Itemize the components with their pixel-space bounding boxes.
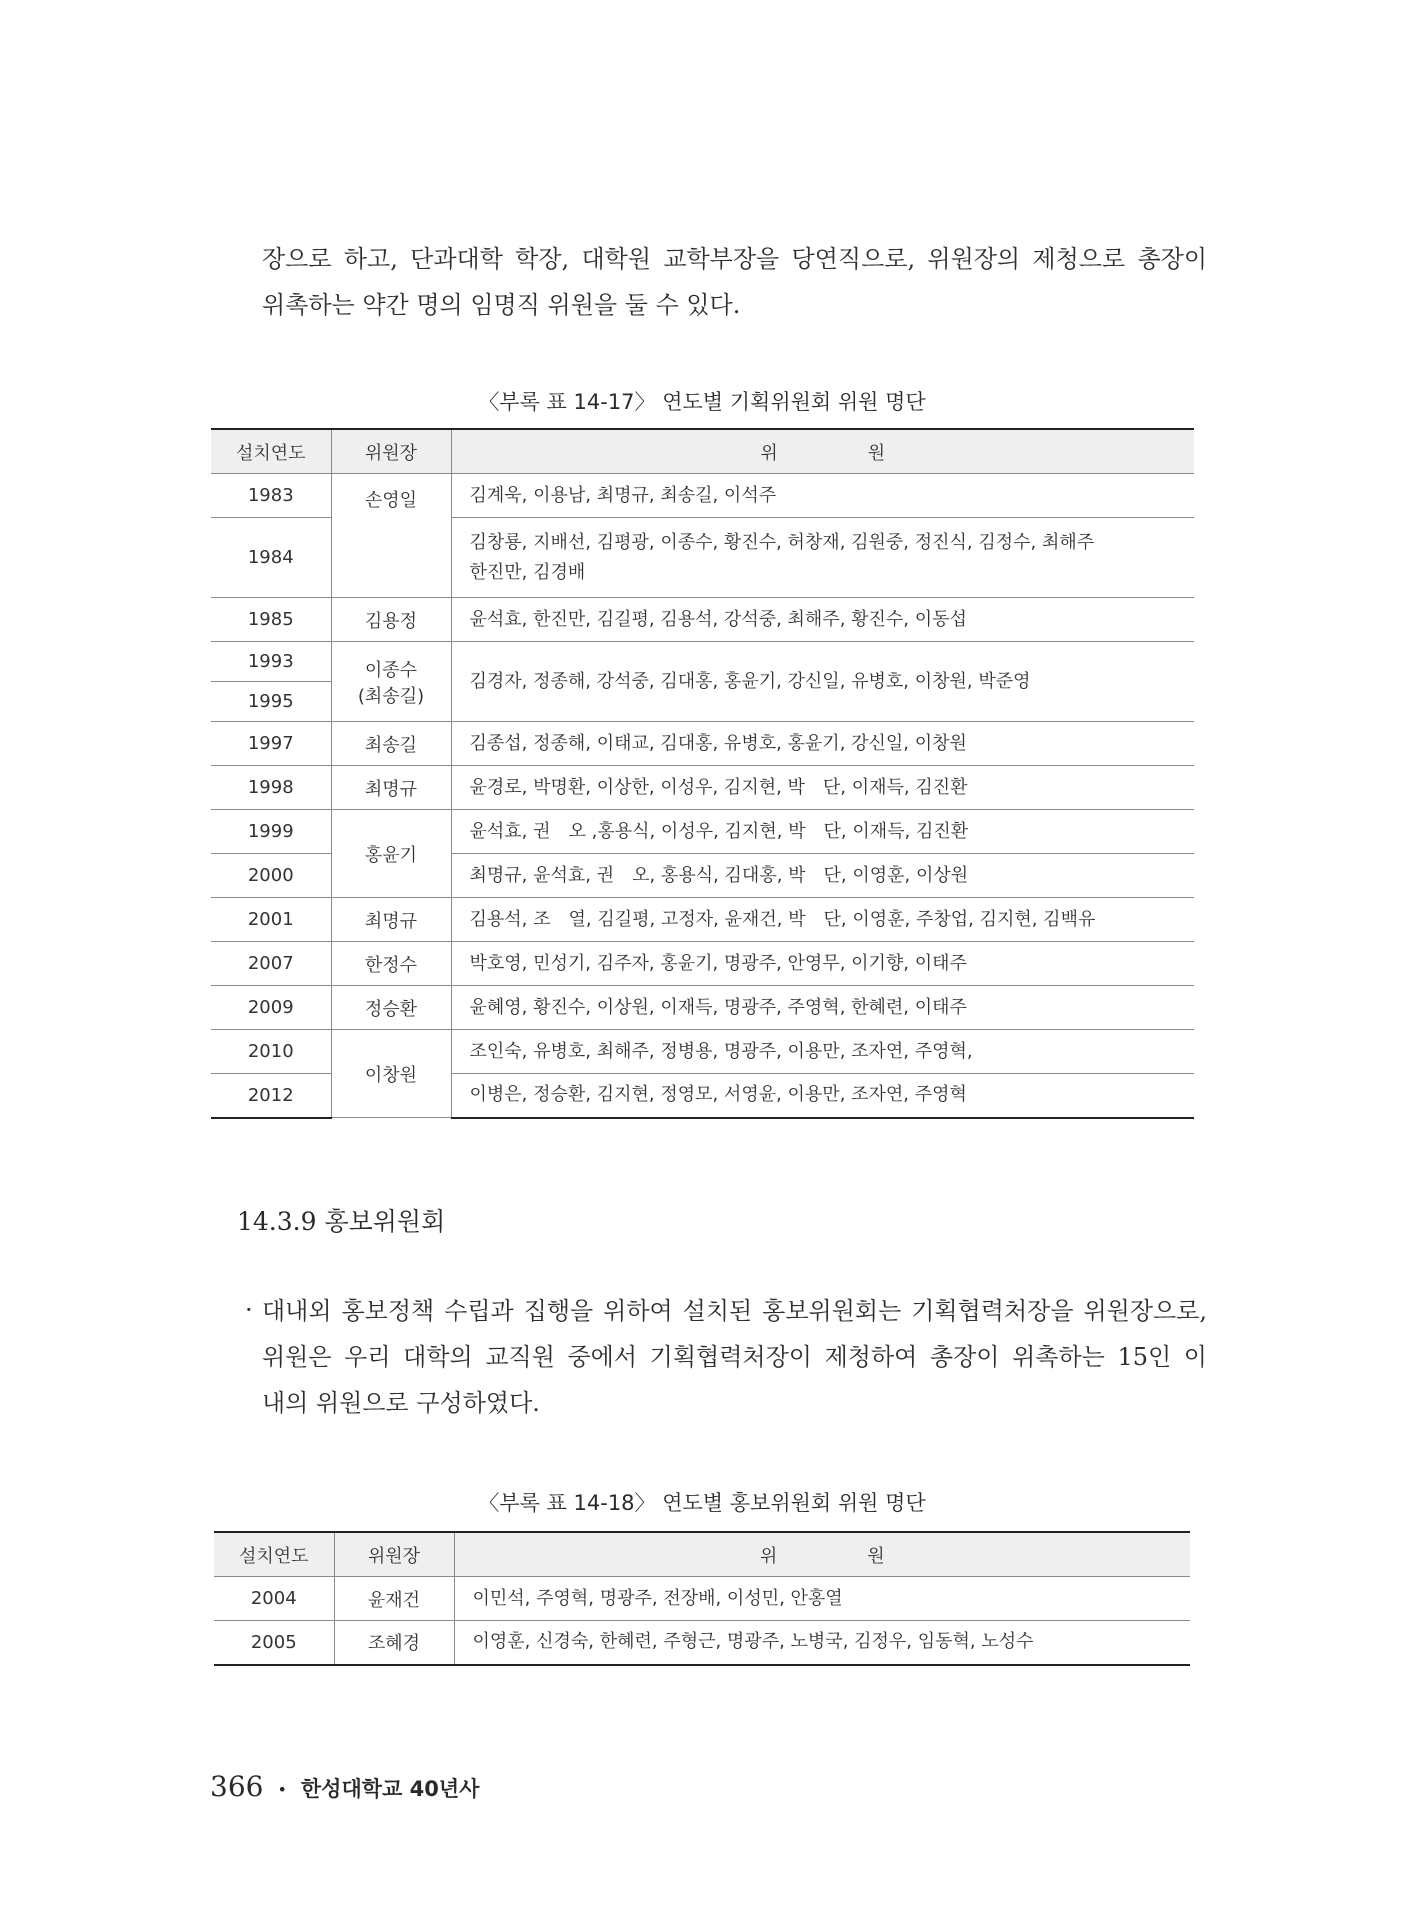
section-line-1: 대내외 홍보정책 수립과 집행을 위하여 설치된 홍보위원회는 기획협력처장을 위원장으로, xyxy=(262,1297,1207,1325)
table-row xyxy=(214,1577,1190,1621)
members-cell: 김계욱, 이용남, 최명규, 최송길, 이석주 xyxy=(451,474,1194,518)
table-row xyxy=(211,722,1194,766)
table-row xyxy=(211,986,1194,1030)
table-row xyxy=(211,474,1194,518)
header-chair: 위원장 xyxy=(331,429,451,474)
members-cell: 윤혜영, 황진수, 이상원, 이재득, 명광주, 주영혁, 한혜련, 이태주 xyxy=(451,986,1194,1030)
header-year: 설치연도 xyxy=(211,429,331,474)
year-cell: 1984 xyxy=(211,518,331,598)
header-members: 위 원 xyxy=(454,1532,1190,1577)
footer-bullet: • xyxy=(277,1779,287,1799)
members-cell: 이민석, 주영혁, 명광주, 전장배, 이성민, 안홍열 xyxy=(454,1577,1190,1621)
year-cell: 2000 xyxy=(211,854,331,898)
pr-committee-table xyxy=(214,1531,1190,1666)
year-cell: 1997 xyxy=(211,722,331,766)
chair-cell: 최송길 xyxy=(331,722,451,766)
intro-paragraph xyxy=(262,236,1207,328)
chair-name-alt: (최송길) xyxy=(357,685,425,707)
intro-line-2: 위촉하는 약간 명의 임명직 위원을 둘 수 있다. xyxy=(262,291,741,319)
members-cell: 윤석효, 한진만, 김길평, 김용석, 강석중, 최해주, 황진수, 이동섭 xyxy=(451,598,1194,642)
table2-caption: 〈부록 표 14-18〉 연도별 홍보위원회 위원 명단 xyxy=(478,1491,926,1515)
table-row xyxy=(211,1030,1194,1074)
chair-cell: 윤재건 xyxy=(334,1577,454,1621)
chair-cell: 최명규 xyxy=(331,898,451,942)
section-heading: 14.3.9 홍보위원회 xyxy=(237,1207,446,1236)
chair-cell: 이창원 xyxy=(331,1030,451,1118)
members-cell: 김용석, 조 열, 김길평, 고정자, 윤재건, 박 단, 이영훈, 주창업, 김지현, 김백유 xyxy=(451,898,1194,942)
table-row xyxy=(211,810,1194,854)
members-cell: 박호영, 민성기, 김주자, 홍윤기, 명광주, 안영무, 이기향, 이태주 xyxy=(451,942,1194,986)
members-cell: 조인숙, 유병호, 최해주, 정병용, 명광주, 이용만, 조자연, 주영혁, xyxy=(451,1030,1194,1074)
year-cell: 1999 xyxy=(211,810,331,854)
section-line-3: 내의 위원으로 구성하였다. xyxy=(262,1389,540,1417)
page-footer xyxy=(210,1770,479,1803)
members-cell: 김종섭, 정종해, 이태교, 김대홍, 유병호, 홍윤기, 강신일, 이창원 xyxy=(451,722,1194,766)
members-cell: 윤경로, 박명환, 이상한, 이성우, 김지현, 박 단, 이재득, 김진환 xyxy=(451,766,1194,810)
members-cell: 김경자, 정종해, 강석중, 김대홍, 홍윤기, 강신일, 유병호, 이창원, 박준영 xyxy=(451,642,1194,722)
bullet-mark: · xyxy=(245,1296,253,1324)
year-cell: 2010 xyxy=(211,1030,331,1074)
section-line-2: 위원은 우리 대학의 교직원 중에서 기획협력처장이 제청하여 총장이 위촉하는 15인 이 xyxy=(262,1343,1207,1371)
header-chair: 위원장 xyxy=(334,1532,454,1577)
chair-cell: 손영일 xyxy=(331,474,451,598)
members-line: 김창룡, 지배선, 김평광, 이종수, 황진수, 허창재, 김원중, 정진식, 김정수, 최해주 xyxy=(469,531,1095,553)
members-cell: 이영훈, 신경숙, 한혜련, 주형근, 명광주, 노병국, 김정우, 임동혁, 노성수 xyxy=(454,1621,1190,1665)
intro-line-1: 장으로 하고, 단과대학 학장, 대학원 교학부장을 당연직으로, 위원장의 제청으로 총장이 xyxy=(262,245,1207,273)
chair-cell: 조혜경 xyxy=(334,1621,454,1665)
members-cell xyxy=(451,518,1194,598)
table-header-row xyxy=(214,1532,1190,1577)
members-line: 한진만, 김경배 xyxy=(469,561,586,583)
book-title: 한성대학교 40년사 xyxy=(300,1777,480,1801)
year-cell: 2007 xyxy=(211,942,331,986)
table-row xyxy=(211,642,1194,682)
members-cell: 이병은, 정승환, 김지현, 정영모, 서영윤, 이용만, 조자연, 주영혁 xyxy=(451,1074,1194,1118)
table-row xyxy=(211,766,1194,810)
chair-name: 이종수 xyxy=(364,659,418,681)
year-cell: 1993 xyxy=(211,642,331,682)
year-cell: 1983 xyxy=(211,474,331,518)
table-row xyxy=(214,1621,1190,1665)
chair-cell: 김용정 xyxy=(331,598,451,642)
chair-cell xyxy=(331,642,451,722)
table-header-row xyxy=(211,429,1194,474)
table-row xyxy=(211,598,1194,642)
members-cell: 윤석효, 권 오 ,홍용식, 이성우, 김지현, 박 단, 이재득, 김진환 xyxy=(451,810,1194,854)
table1-caption: 〈부록 표 14-17〉 연도별 기획위원회 위원 명단 xyxy=(478,390,926,414)
year-cell: 2005 xyxy=(214,1621,334,1665)
chair-cell: 정승환 xyxy=(331,986,451,1030)
members-cell: 최명규, 윤석효, 권 오, 홍용식, 김대홍, 박 단, 이영훈, 이상원 xyxy=(451,854,1194,898)
chair-cell: 홍윤기 xyxy=(331,810,451,898)
year-cell: 1985 xyxy=(211,598,331,642)
table-row xyxy=(211,898,1194,942)
year-cell: 1995 xyxy=(211,682,331,722)
table-row xyxy=(211,942,1194,986)
year-cell: 2009 xyxy=(211,986,331,1030)
chair-cell: 한정수 xyxy=(331,942,451,986)
planning-committee-table xyxy=(211,428,1194,1119)
year-cell: 2001 xyxy=(211,898,331,942)
page-number: 366 xyxy=(210,1770,264,1803)
year-cell: 2012 xyxy=(211,1074,331,1118)
header-year: 설치연도 xyxy=(214,1532,334,1577)
year-cell: 1998 xyxy=(211,766,331,810)
header-members: 위 원 xyxy=(451,429,1194,474)
chair-cell: 최명규 xyxy=(331,766,451,810)
year-cell: 2004 xyxy=(214,1577,334,1621)
section-paragraph xyxy=(262,1288,1207,1426)
